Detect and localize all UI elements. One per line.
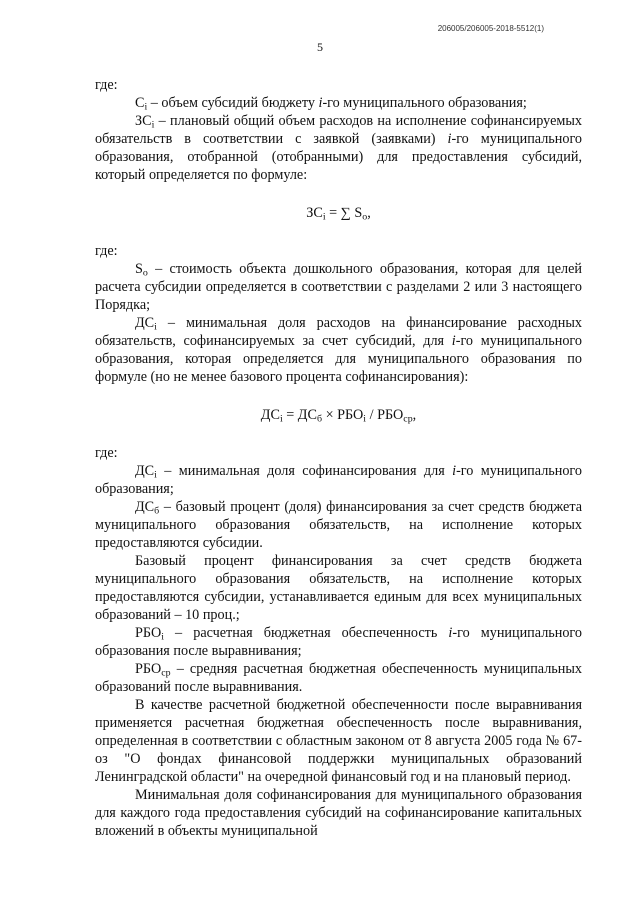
paragraph-rboi-definition <box>95 624 582 660</box>
subscript: i <box>322 211 326 223</box>
subscript: i <box>154 321 157 333</box>
italic-index: i <box>447 131 452 147</box>
italic-index: i <box>318 95 323 111</box>
text-run: – стоимость объекта дошкольного образования, которая для целей расчета субсидии определяется в соответствии с разделами 2 или 3 настоящего Порядка; <box>95 261 582 313</box>
text-run: -го муниципального образования; <box>95 463 582 497</box>
text-run: – объем субсидий бюджету <box>147 95 319 111</box>
subscript: i <box>144 101 148 113</box>
paragraph-equalization <box>95 696 582 786</box>
paragraph-zsi-definition <box>95 112 582 184</box>
text-run: РБО <box>135 625 162 641</box>
subscript: ср <box>161 667 171 679</box>
text-run: – минимальная доля софинансирования для <box>156 463 453 479</box>
text-run: × РБО <box>322 407 364 423</box>
text-run: РБО <box>135 661 162 677</box>
text-run: ЗС <box>135 113 152 129</box>
paragraph-so-definition <box>95 260 582 314</box>
text-run: = ∑ S <box>325 205 363 221</box>
paragraph-dsb-definition <box>95 498 582 552</box>
text-run: / РБО <box>366 407 404 423</box>
text-run: – расчетная бюджетная обеспеченность <box>163 625 449 641</box>
text-run: C <box>135 95 145 111</box>
italic-index: i <box>448 625 453 641</box>
subscript: ср <box>403 413 413 425</box>
formula-zsi <box>95 184 582 242</box>
subscript: o <box>142 267 148 279</box>
text-run: -го муниципального образования после выравнивания; <box>95 625 582 659</box>
italic-index: i <box>452 463 457 479</box>
text-run: ЗС <box>306 205 323 221</box>
text-run: -го муниципального образования, отобранной (отобранными) для предоставления субсидий, который определяется по формуле: <box>95 131 583 183</box>
subscript: o <box>362 211 368 223</box>
subscript: i <box>151 119 155 131</box>
paragraph-ci-definition <box>95 94 582 112</box>
text-run: – минимальная доля расходов на финансирование расходных обязательств, софинансируемых за счет субсидий, для <box>95 315 582 349</box>
paragraph-base-percent <box>95 552 582 624</box>
where-label: где: <box>95 445 118 461</box>
text-run: – средняя расчетная бюджетная обеспеченность муниципальных образований после выравнивания. <box>95 661 582 695</box>
where-label: где: <box>95 243 118 259</box>
document-id: 206005/206005-2018-5512(1) <box>437 24 544 33</box>
text-run: ДС <box>135 315 155 331</box>
page-number: 5 <box>317 40 323 54</box>
subscript: i <box>363 413 367 425</box>
text-run: Базовый процент финансирования за счет средств бюджета муниципального образования обязательств, на исполнение которых предоставляются субсидии, устанавливается единым для всех муниципальных образований – 10 проц.; <box>95 553 582 623</box>
where-label: где: <box>95 77 118 93</box>
text-run: – плановый общий объем расходов на исполнение софинансируемых обязательств в соответствии с заявкой (заявками) <box>95 113 582 147</box>
text-run: -го муниципального образования, которая определяется для муниципального образования по формуле (но не менее базового процента софинансирования): <box>95 333 582 385</box>
subscript: i <box>154 469 157 481</box>
paragraph-dsi-definition <box>95 314 582 386</box>
text-run: S <box>135 261 143 277</box>
text-run: ДС <box>135 463 155 479</box>
formula-dsi <box>95 386 582 444</box>
subscript: б <box>154 505 160 517</box>
subscript: i <box>279 413 283 425</box>
document-body <box>95 76 582 840</box>
text-run: ДС <box>135 499 155 515</box>
text-run: В качестве расчетной бюджетной обеспеченности после выравнивания применяется расчетная бюджетная обеспеченность после выравнивания, определенная в соответствии с областным законом от 8 августа 2005 года № 67-оз "О фондах финансовой поддержки муниципальных образований Ленинградской области" на очередной финансовый год и на плановый период. <box>95 697 582 785</box>
text-run: , <box>367 205 371 221</box>
paragraph-minimum-share <box>95 786 582 840</box>
paragraph-rbocp-definition <box>95 660 582 696</box>
text-run: ДС <box>260 407 280 423</box>
text-run: , <box>412 407 417 423</box>
paragraph-dsi-minimum <box>95 462 582 498</box>
italic-index: i <box>451 333 456 349</box>
text-run: Минимальная доля софинансирования для муниципального образования для каждого года предоставления субсидий на софинансирование капитальных вложений в объекты муниципальной <box>95 787 582 839</box>
subscript: i <box>161 631 164 643</box>
text-run: – базовый процент (доля) финансирования за счет средств бюджета муниципального образования обязательств, на исполнение которых предоставляются субсидии. <box>95 499 582 551</box>
text-run: -го муниципального образования; <box>322 95 527 111</box>
subscript: б <box>316 413 323 425</box>
text-run: = ДС <box>282 407 317 423</box>
